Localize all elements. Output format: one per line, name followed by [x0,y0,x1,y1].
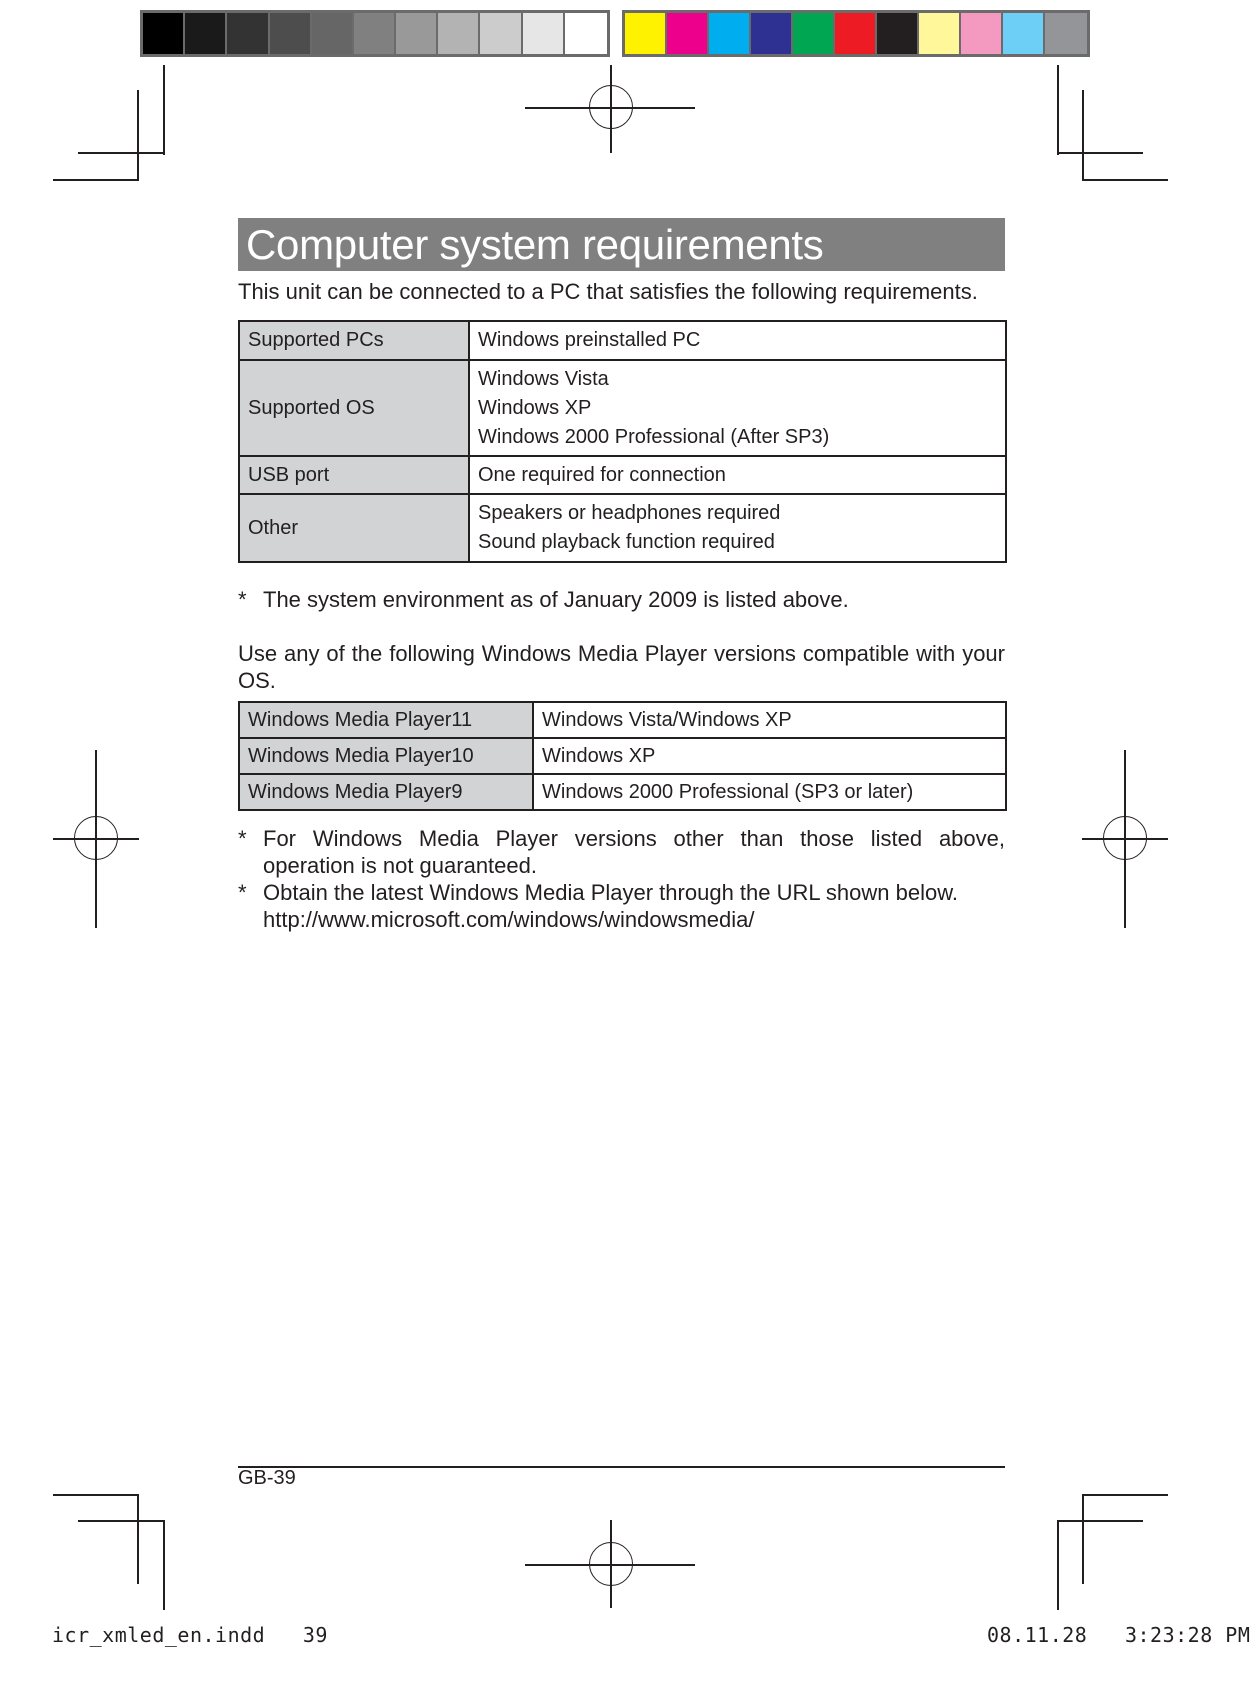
os-cell: Windows Vista/Windows XP [533,702,1006,738]
row-label: USB port [239,456,469,494]
color-swatch [751,13,793,54]
requirements-table [238,320,1007,563]
gray-swatch [185,13,227,54]
table-row [239,360,1006,456]
process-color-bar [622,10,1090,57]
gray-swatch [143,13,185,54]
grayscale-color-bar [140,10,610,57]
player-cell: Windows Media Player11 [239,702,533,738]
color-swatch [1003,13,1045,54]
print-slug-file: icr_xmled_en.indd 39 [52,1623,328,1647]
gray-swatch [565,13,607,54]
os-cell: Windows 2000 Professional (SP3 or later) [533,774,1006,810]
row-value [469,494,1006,562]
value-line: Windows preinstalled PC [478,329,701,351]
gray-swatch [523,13,565,54]
row-value [469,321,1006,360]
note-marker: * [238,880,247,905]
color-swatch [667,13,709,54]
gray-swatch [227,13,269,54]
color-swatch [793,13,835,54]
value-line: Speakers or headphones required [478,502,781,524]
color-swatch [1045,13,1087,54]
value-line: Windows XP [478,396,592,419]
print-slug-timestamp: 08.11.28 3:23:28 PM [987,1623,1250,1647]
gray-swatch [480,13,522,54]
note-marker: * [238,587,247,612]
row-value [469,360,1006,456]
gray-swatch [354,13,396,54]
gray-swatch [396,13,438,54]
player-cell: Windows Media Player9 [239,774,533,810]
wmp-versions-table [238,701,1007,811]
table-row [239,774,1006,810]
page-number: GB-39 [238,1467,296,1489]
table-row [239,702,1006,738]
gray-swatch [270,13,312,54]
color-swatch [919,13,961,54]
wmp-intro-text: Use any of the following Windows Media Player versions compatible with your OS. [238,641,1005,693]
player-cell: Windows Media Player10 [239,738,533,774]
color-swatch [961,13,1003,54]
download-url-link[interactable]: http://www.microsoft.com/windows/windowsmedia/ [263,907,755,932]
value-line: Windows Vista [478,367,609,390]
intro-text: This unit can be connected to a PC that satisfies the following requirements. [238,279,978,304]
wmp-note-download [238,879,1005,933]
row-label: Other [239,494,469,562]
table-row [239,456,1006,494]
table-row [239,738,1006,774]
color-swatch [877,13,919,54]
os-cell: Windows XP [533,738,1006,774]
page-title: Computer system requirements [238,218,1005,271]
footer-rule [238,1466,1005,1468]
note-marker: * [238,826,247,851]
row-label: Supported OS [239,360,469,456]
color-swatch [835,13,877,54]
color-swatch [709,13,751,54]
note-text: For Windows Media Player versions other than those listed above, operation is not guaranteed. [263,826,1005,878]
table-row [239,494,1006,562]
system-note [238,586,1005,613]
value-line: Sound playback function required [478,531,775,553]
gray-swatch [438,13,480,54]
gray-swatch [312,13,354,54]
wmp-note-compatibility [238,825,1005,879]
value-line: One required for connection [478,463,726,486]
row-label: Supported PCs [239,321,469,360]
note-text: The system environment as of January 2009 is listed above. [263,587,849,612]
table-row [239,321,1006,360]
value-line: Windows 2000 Professional (After SP3) [478,425,830,448]
row-value [469,456,1006,494]
note-text: Obtain the latest Windows Media Player through the URL shown below. [263,880,958,905]
color-swatch [625,13,667,54]
